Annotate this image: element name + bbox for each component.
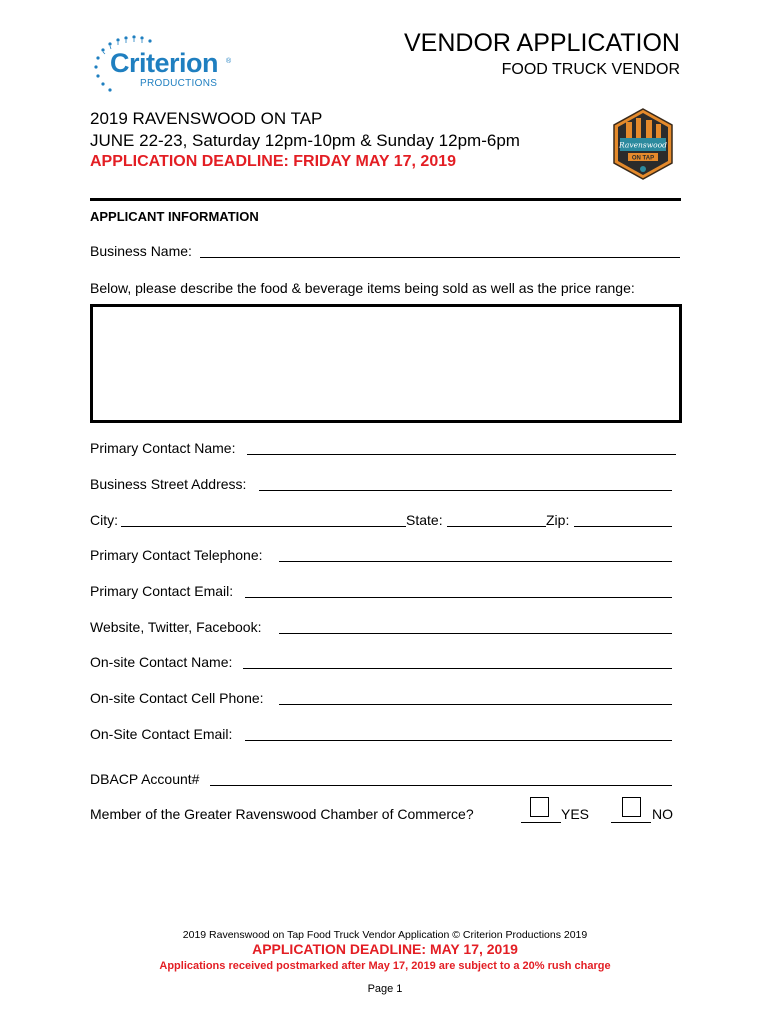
telephone-field[interactable] bbox=[279, 561, 672, 562]
logo-wordmark: Criterion bbox=[110, 48, 219, 78]
yes-label: YES bbox=[561, 806, 590, 822]
application-deadline: APPLICATION DEADLINE: FRIDAY MAY 17, 2019 bbox=[90, 153, 457, 170]
footer-rush-note: Applications received postmarked after May 17, 2019 are subject to a 20% rush charge bbox=[159, 960, 611, 972]
header-divider bbox=[90, 198, 681, 201]
section-heading: APPLICANT INFORMATION bbox=[90, 209, 259, 224]
dbacp-label: DBACP Account# bbox=[90, 771, 200, 787]
description-textarea[interactable] bbox=[90, 304, 682, 423]
event-name: 2019 RAVENSWOOD ON TAP bbox=[90, 109, 323, 128]
email-label: Primary Contact Email: bbox=[90, 583, 234, 599]
email-field[interactable] bbox=[245, 597, 672, 598]
city-field[interactable] bbox=[121, 526, 406, 527]
street-address-label: Business Street Address: bbox=[90, 476, 247, 492]
page-number: Page 1 bbox=[367, 983, 403, 995]
chamber-question: Member of the Greater Ravenswood Chamber of Commerce? bbox=[90, 806, 474, 822]
onsite-cell-label: On-site Contact Cell Phone: bbox=[90, 690, 264, 706]
street-address-field[interactable] bbox=[259, 490, 672, 491]
state-label: State: bbox=[406, 512, 443, 528]
yes-checkbox[interactable] bbox=[530, 797, 549, 817]
primary-contact-name-field[interactable] bbox=[247, 454, 676, 455]
onsite-cell-field[interactable] bbox=[279, 704, 672, 705]
footer-credit: 2019 Ravenswood on Tap Food Truck Vendor Application © Criterion Productions 2019 bbox=[182, 929, 588, 941]
zip-label: Zip: bbox=[546, 512, 570, 528]
onsite-name-field[interactable] bbox=[243, 668, 672, 669]
ravenswood-on-tap-badge bbox=[612, 108, 674, 180]
logo-registered-mark: ® bbox=[226, 58, 232, 65]
document-subtitle: FOOD TRUCK VENDOR bbox=[501, 61, 680, 78]
business-name-field[interactable] bbox=[200, 257, 680, 258]
badge-subtitle: ON TAP bbox=[631, 155, 655, 162]
onsite-email-field[interactable] bbox=[245, 740, 672, 741]
city-label: City: bbox=[90, 512, 118, 528]
onsite-email-label: On-Site Contact Email: bbox=[90, 726, 233, 742]
yes-underline bbox=[521, 822, 561, 823]
footer-deadline: APPLICATION DEADLINE: MAY 17, 2019 bbox=[252, 941, 518, 957]
description-prompt: Below, please describe the food & beverage items being sold as well as the price range: bbox=[90, 280, 635, 296]
document-title: VENDOR APPLICATION bbox=[404, 29, 680, 57]
business-name-label: Business Name: bbox=[90, 243, 192, 259]
website-field[interactable] bbox=[279, 633, 672, 634]
no-checkbox[interactable] bbox=[622, 797, 641, 817]
no-underline bbox=[611, 822, 651, 823]
event-dates: JUNE 22-23, Saturday 12pm-10pm & Sunday 12pm-6pm bbox=[90, 131, 520, 150]
onsite-name-label: On-site Contact Name: bbox=[90, 654, 233, 670]
website-label: Website, Twitter, Facebook: bbox=[90, 619, 262, 635]
telephone-label: Primary Contact Telephone: bbox=[90, 547, 263, 563]
primary-contact-name-label: Primary Contact Name: bbox=[90, 440, 236, 456]
no-label: NO bbox=[652, 806, 673, 822]
logo-subtext: PRODUCTIONS bbox=[140, 78, 218, 89]
dbacp-field[interactable] bbox=[210, 785, 672, 786]
badge-title: Ravenswood bbox=[619, 140, 667, 150]
zip-field[interactable] bbox=[574, 526, 672, 527]
state-field[interactable] bbox=[447, 526, 546, 527]
